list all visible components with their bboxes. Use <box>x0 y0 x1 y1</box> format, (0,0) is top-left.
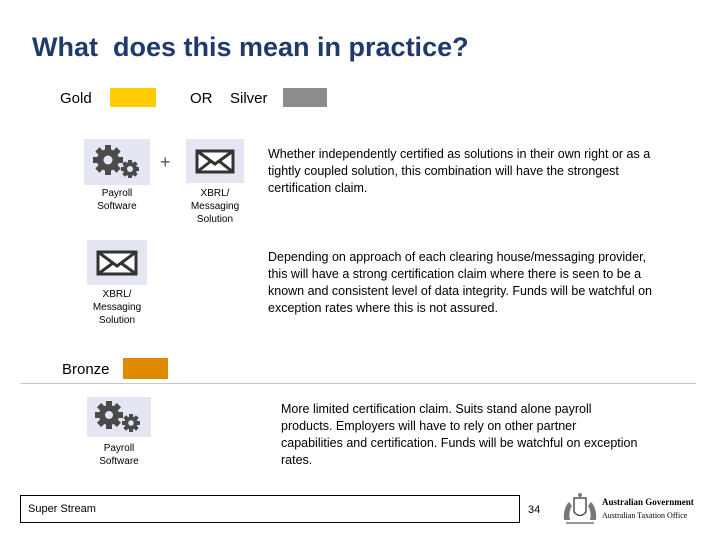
footer-product: Super Stream <box>28 503 96 515</box>
messaging-caption-line2: Messaging <box>190 201 240 212</box>
office-name: Australian Taxation Office <box>602 511 688 520</box>
gold-silver-description: Whether independently certified as solutions in their own right or as a tightly coupled solution, this combination will have the strongest certification claim. <box>268 147 651 195</box>
bronze-payroll-icon-box <box>87 397 151 437</box>
gears-icon <box>84 139 150 185</box>
government-name: Australian Government <box>602 497 694 507</box>
page-title: What does this mean in practice? <box>32 32 469 62</box>
bronze-payroll-caption-line1: Payroll <box>103 443 135 454</box>
silver-swatch <box>283 88 327 107</box>
payroll-caption <box>72 187 162 213</box>
payroll-icon-box <box>84 139 150 185</box>
messaging-only-description: Depending on approach of each clearing house/messaging provider, this will have a strong certification claim where there is seen to be a known and consistent level of data integrity. Funds will be watchful on exception rates where this is not assured. <box>268 250 653 315</box>
coat-of-arms-icon <box>560 492 600 526</box>
gold-swatch <box>110 88 156 107</box>
bronze-label: Bronze <box>62 361 110 378</box>
envelope-icon <box>186 139 244 183</box>
messaging-only-icon-box <box>87 240 147 285</box>
messaging-only-caption-line1: XBRL/ <box>102 289 132 300</box>
page-number: 34 <box>528 504 541 516</box>
gears-icon <box>87 397 151 437</box>
bronze-description: More limited certification claim. Suits stand alone payroll products. Employers will have to rely on other partner capabilities and certification. Funds will be watchful on exception rates. <box>281 402 638 467</box>
section-divider <box>20 383 696 384</box>
payroll-caption-line2: Software <box>97 201 137 212</box>
silver-label: Silver <box>230 90 268 107</box>
payroll-caption-line1: Payroll <box>101 188 133 199</box>
messaging-caption-line3: Solution <box>196 214 234 225</box>
messaging-only-caption-line3: Solution <box>98 315 136 326</box>
envelope-icon <box>87 240 147 285</box>
bronze-swatch <box>123 358 168 379</box>
messaging-only-caption-line2: Messaging <box>92 302 142 313</box>
messaging-icon-box <box>186 139 244 183</box>
gold-label: Gold <box>60 90 92 107</box>
messaging-caption-line1: XBRL/ <box>200 188 230 199</box>
messaging-only-caption <box>72 288 162 327</box>
bronze-payroll-caption-line2: Software <box>99 456 139 467</box>
messaging-caption <box>170 187 260 226</box>
or-label: OR <box>190 90 213 107</box>
plus-sign: + <box>160 152 171 172</box>
bronze-payroll-caption <box>74 442 164 468</box>
